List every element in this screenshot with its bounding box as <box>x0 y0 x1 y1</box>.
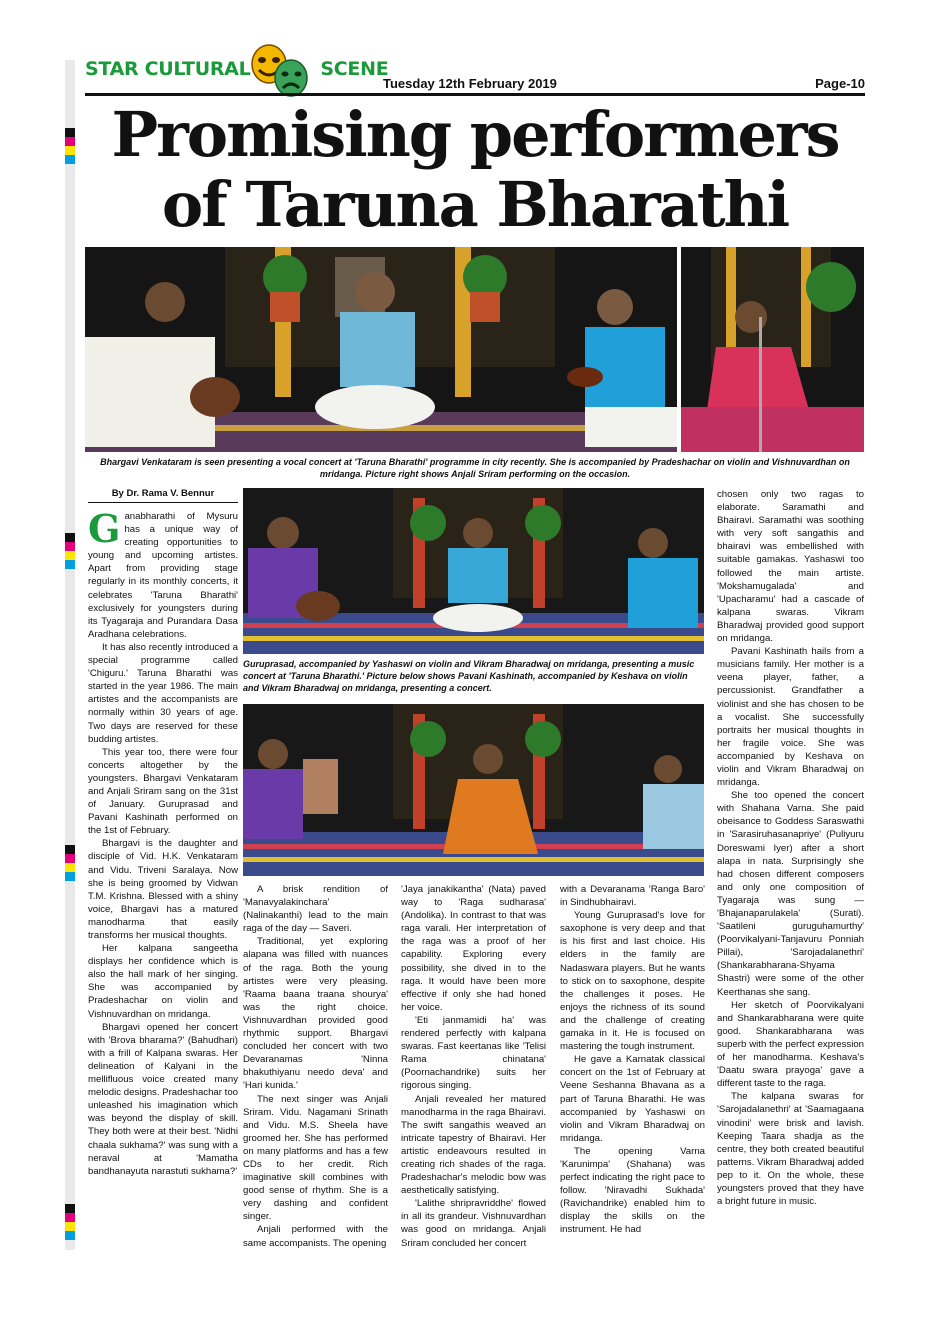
article-paragraph: He gave a Karnatak classical concert on the 1st of February at Veene Seshanna Bhavana as a part of Taruna Bharathi. He was accompanied by Yashaswi on violin and Vikram Bharadwaj on mridanga. <box>560 1054 705 1144</box>
article-paragraph: The kalpana swaras for 'Sarojadalanethri' at 'Saamagaana vinodini' were brisk and lavish. Keeping Taara shadja as the centre, they both created beautiful patterns. Vikram Bharadwaj added pep to it. On the whole, these youngsters proved that they have a bright future in music. <box>717 1091 865 1208</box>
article-paragraph: Bhargavi opened her concert with 'Brova bharama?' (Bahudhari) with a frill of Kalpana swaras. Her delineation of Kalyani in the mellifluous voice created many melodic designs. Pradeshachar too unleashed his imagination which was beyond the display of skill. They both were at their best. 'Nidhi chaala sukhama?' was sung with a neraval at 'Mamatha bandhanayuta narastuti sukhama?' <box>88 1021 238 1177</box>
article-paragraph: A brisk rendition of 'Manavyalakinchara' (Nalinakanthi) lead to the main raga of the day — Saveri. <box>243 884 388 935</box>
article-paragraph: Bhargavi is the daughter and disciple of Vid. H.K. Venkataram and Vidu. Triveni Saralaya. Now she is being groomed by Vidwan T.M. Krishna. Blessed with a shiny voice, Bhargavi has a matured manodharma that easily transforms her musical thoughts. <box>88 838 238 941</box>
article-paragraph: Pavani Kashinath hails from a musicians family. Her mother is a veena player, father, a percussionist. Grandfather a violinist and she has chosen to be a vocalist. She successfully portraits her musical thoughts in her fragile voice. She was accompanied by Keshava on violin and Vikram Bharadwaj on mridanga. <box>717 646 864 789</box>
article-paragraph: She too opened the concert with Shahana Varna. She paid obeisance to Goddess Saraswathi in 'Sarasiruhasanapriye' (Puliyuru Doreswami Iyer) after a short alapa in nata. Surprisingly she had chosen different composers and only one composition of Tyagaraja was sung — 'Bhajanaparulakela' (Surati). 'Saatileni guruguhamurthy' (Poorvikalyani-Tanjavuru Ponniah Pillai), 'Sarojadalanethri' (Shankarabharana-Shyama Shastri) were some of the other Keerthanas she sang. <box>717 790 864 998</box>
page-number: Page-10 <box>815 76 865 91</box>
article-column-2 <box>243 883 388 1250</box>
headline <box>85 100 865 240</box>
color-registration-mark <box>65 1204 75 1240</box>
registration-strip <box>65 60 75 1250</box>
color-registration-mark <box>65 128 75 164</box>
article-paragraph: chosen only two ragas to elaborate. Saramathi and Bhairavi. Saramathi was soothing with very soft sangathis and bhairavi was embellished with suitable gamakas. Yashaswi too followed the main artiste. 'Mokshamugalada' and 'Upacharamu' had a cascade of kalpana swaras. Vikram Bharadwaj provided good support on mridanga. <box>717 489 864 645</box>
article-paragraph: Young Guruprasad's love for saxophone is very deep and that is his first and last choice. His elders in the family are Nadaswara players. But he wants to stick on to saxophone, despite the challenges it poses. He enjoys the richness of its sound and the challenge of creating gamaka in it. He is focused on mastering the tough instrument. <box>560 910 705 1053</box>
article-column-3 <box>401 883 546 1250</box>
photo-caption-top: Bhargavi Venkataram is seen presenting a vocal concert at 'Taruna Bharathi' programme in city recently. She is accompanied by Pradeshachar on violin and Vishnuvardhan on mridanga. Picture right shows Anjali Sriram performing on the occasion. <box>100 457 850 479</box>
section-title-right: SCENE <box>320 58 389 80</box>
article-paragraph: with a Devaranama 'Ranga Baro' in Sindhubhairavi. <box>560 884 705 909</box>
color-registration-mark <box>65 845 75 881</box>
article-paragraph: Anjali performed with the same accompanists. The opening <box>243 1224 388 1249</box>
article-column-1 <box>88 506 238 1178</box>
photo-guruprasad-concert <box>243 488 704 654</box>
section-title-left: STAR CULTURAL <box>85 58 251 80</box>
article-paragraph: 'Jaya janakikantha' (Nata) paved way to 'Raga sudharasa' (Andolika). In contrast to that was raga varali. Her interpretation of the raga was a proof of her capability. Exploring every possibility, she dived in to the raga. It would have been more effective if only she had honed her voice. <box>401 884 546 1013</box>
drop-cap: G <box>88 506 121 551</box>
article-paragraph: Anjali revealed her matured manodharma in the raga Bhairavi. The swift sangathis weaved an intricate tapestry of Bhairavi. Her artistic endeavours resulted in creating rich shades of the raga. Pradeshachar's melodic bow was aesthetically satisfying. <box>401 1093 546 1197</box>
byline-rule <box>88 502 238 503</box>
byline: By Dr. Rama V. Bennur <box>111 488 215 499</box>
color-registration-mark <box>65 533 75 569</box>
article-paragraph: Ganabharathi of Mysuru has a unique way of creating opportunities to young and upcoming artistes. Apart from providing stage regularly in its monthly concerts, it celebrates 'Taruna Bharathi' exclusively for youngsters during its Tyagaraja and Purandara Dasa Aradhana celebrations. <box>88 506 238 640</box>
headline-line-2: of Taruna Bharathi <box>161 168 789 241</box>
article-paragraph: The opening Varna 'Karunimpa' (Shahana) was perfect indicating the right pace to follow. 'Niravadhi Sukhada' (Ravichandrike) enabled him to display the skills on the instrument. He had <box>560 1145 705 1236</box>
article-paragraph: 'Lalithe shripravriddhe' flowed in all its grandeur. Vishnuvardhan was good on mridanga. Anjali Sriram concluded her concert <box>401 1198 546 1249</box>
article-paragraph: Her sketch of Poorvikalyani and Shankarabharana were quite good. Shankarabharana was superb with the perfect expression of her manodharma. Keshava's 'Daatu swara prayoga' gave a different taste to the raga. <box>717 999 864 1090</box>
article-paragraph: Her kalpana sangeetha displays her confidence which is also the hall mark of her singing. She was accompanied by Pradeshachar on violin and Vishnuvardhan on mridanga. <box>88 943 238 1020</box>
article-paragraph: The next singer was Anjali Sriram. Vidu. Nagamani Srinath and Vidu. M.S. Sheela have groomed her. She has performed on many platforms and has a few CDs to her credit. Rich imaginative skill combines with good sense of rhythm. She is a very dashing and confident singer. <box>243 1093 388 1223</box>
photo-anjali-sriram <box>681 247 864 452</box>
theatre-masks-icon <box>245 42 315 100</box>
article-paragraph: Traditional, yet exploring alapana was filled with nuances of the raga. Both the young artistes were very pleasing. 'Raama baana traana shourya' was the right choice. Vishnuvardhan provided good rhythmic support. Bhargavi concluded her concert with two Devaranamas 'Ninna bhakuthiyanu needo deva' and 'Hari kunida.' <box>243 936 388 1092</box>
photo-pavani-kashinath <box>243 704 704 876</box>
headline-line-1: Promising performers <box>111 98 839 171</box>
article-column-5 <box>717 488 864 1208</box>
article-paragraph: 'Eti janmamidi ha' was rendered perfectly with kalpana swaras. Fast keertanas like 'Telisi Rama chinatana' (Poornachandrike) suits her rigorous singing. <box>401 1014 546 1092</box>
article-paragraph: This year too, there were four concerts altogether by the youngsters. Bhargavi Venkataram and Anjali Sriram sang on the 31st of January. Guruprasad and Pavani Kashinath performed on the 1st of February. <box>88 746 238 837</box>
header-rule <box>85 93 865 96</box>
photo-bhargavi-concert <box>85 247 677 452</box>
photo-caption-middle: Guruprasad, accompanied by Yashaswi on violin and Vikram Bharadwaj on mridanga, presenting a music concert at 'Taruna Bharathi.' Picture below shows Pavani Kashinath, accompanied by Keshava on violin and Vikram Bharadwaj on mridanga, presenting a concert. <box>243 659 695 693</box>
section-masthead <box>85 58 388 80</box>
article-paragraph: It has also recently introduced a special programme called 'Chiguru.' Taruna Bharathi was started in the year 1986. The main artistes and the accompanists are normally within 30 years of age. Two days are reserved for these budding artistes. <box>88 641 238 745</box>
article-column-4 <box>560 883 705 1237</box>
issue-date: Tuesday 12th February 2019 <box>383 76 557 91</box>
